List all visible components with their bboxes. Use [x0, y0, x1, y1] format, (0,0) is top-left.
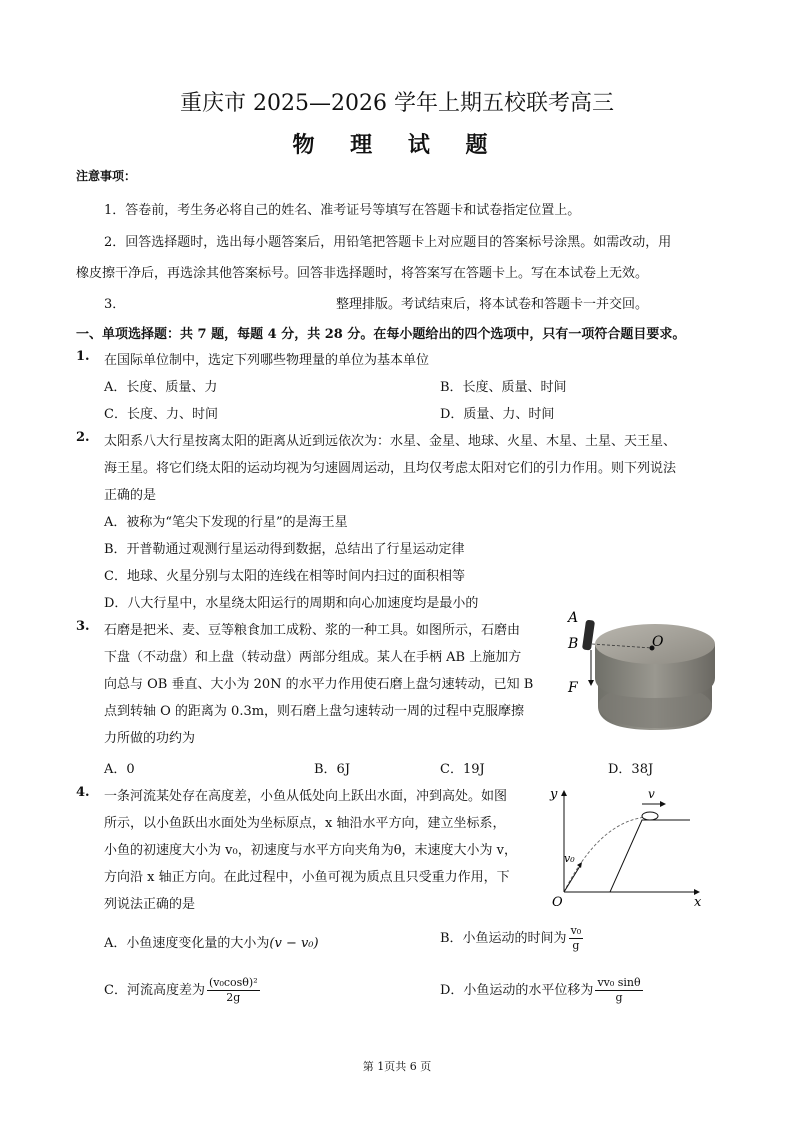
handle-ab [582, 620, 595, 651]
force-f-arrowhead [588, 680, 594, 686]
question-1-option-a: A．长度、质量、力 [104, 380, 218, 395]
question-4-option-a-text: A．小鱼速度变化量的大小为 [104, 936, 270, 951]
fraction-numerator: (v₀cosθ)² [208, 976, 258, 989]
fraction-numerator: v₀ [570, 924, 582, 937]
question-4-option-c [104, 976, 262, 1005]
label-f: F [568, 680, 578, 696]
question-4-option-c-fraction [207, 976, 260, 1005]
question-2-option-d: D．八大行星中，水星绕太阳运行的周期和向心加速度均是最小的 [104, 596, 479, 611]
fish-jump-figure [544, 782, 714, 908]
y-axis-label: y [550, 787, 558, 802]
fraction-denominator: g [615, 991, 623, 1004]
question-4-line3: 小鱼的初速度大小为 v₀，初速度与水平方向夹角为θ，末速度大小为 v， [104, 843, 517, 858]
question-4-option-c-text: C．河流高度差为 [104, 983, 205, 998]
question-2-option-a: A．被称为“笔尖下发现的行星”的是海王星 [104, 515, 348, 530]
question-4-option-d-text: D．小鱼运动的水平位移为 [440, 983, 594, 998]
question-4-option-b-fraction [569, 924, 584, 953]
question-3-option-a: A．0 [104, 762, 135, 777]
fraction-denominator: g [572, 939, 580, 952]
question-3-line1: 石磨是把米、麦、豆等粮食加工成粉、浆的一种工具。如图所示，石磨由 [104, 623, 521, 638]
question-4-number: 4. [76, 785, 90, 800]
label-a: A [568, 610, 579, 626]
section-1-heading: 一、单项选择题：共 7 题，每题 4 分，共 28 分。在每小题给出的四个选项中，只有一项符合题目要求。 [76, 327, 686, 342]
question-4-option-d-fraction [595, 976, 642, 1005]
label-o: O [652, 634, 664, 650]
question-1-option-b: B．长度、质量、时间 [440, 380, 567, 395]
question-1-number: 1. [76, 349, 90, 364]
question-2-line3: 正确的是 [104, 488, 157, 503]
fraction-denominator: 2g [226, 991, 241, 1004]
question-2-number: 2. [76, 430, 90, 445]
question-4-option-a [104, 932, 319, 951]
initial-velocity-label: v₀ [564, 852, 575, 865]
initial-velocity-vector [564, 866, 580, 892]
question-1-stem: 在国际单位制中，选定下列哪些物理量的单位为基本单位 [104, 353, 430, 368]
question-3-line3: 向总与 OB 垂直、大小为 20N 的水平力作用使石磨上盘匀速转动，已知 B [104, 677, 534, 692]
label-b: B [568, 636, 579, 652]
page-title: 重庆市 2025—2026 学年上期五校联考高三 [180, 91, 614, 116]
question-3-line4: 点到转轴 O 的距离为 0.3m，则石磨上盘匀速转动一周的过程中克服摩擦 [104, 704, 525, 719]
question-2-option-c: C．地球、火星分别与太阳的连线在相等时间内扫过的面积相等 [104, 569, 465, 584]
question-3-number: 3. [76, 619, 90, 634]
notes-item-3-number: 3． [104, 297, 126, 312]
question-4-line2: 所示，以小鱼跃出水面处为坐标原点，x 轴沿水平方向，建立坐标系， [104, 816, 506, 831]
fish-icon [642, 812, 658, 820]
y-axis-arrowhead [561, 790, 567, 796]
x-axis-label: x [694, 895, 702, 908]
question-4-option-d [440, 976, 645, 1005]
question-3-option-c: C．19J [440, 762, 485, 777]
notes-item-2-line1: 2．回答选择题时，选出每小题答案后，用铅笔把答题卡上对应题目的答案标号涂黑。如需改动，用 [104, 235, 672, 250]
page-footer: 第 1页共 6 页 [362, 1060, 432, 1073]
notes-heading: 注意事项： [76, 169, 137, 183]
question-3-line2: 下盘（不动盘）和上盘（转动盘）两部分组成。某人在手柄 AB 上施加方 [104, 650, 522, 665]
riverbank-step [610, 820, 690, 892]
question-4-line1: 一条河流某处存在高度差，小鱼从低处向上跃出水面，冲到高处。如图 [104, 789, 508, 804]
final-velocity-label: v [648, 787, 655, 801]
final-velocity-arrowhead [660, 801, 666, 807]
question-4-option-b-text: B．小鱼运动的时间为 [440, 931, 567, 946]
question-2-line2: 海王星。将它们绕太阳的运动均视为匀速圆周运动，且均仅考虑太阳对它们的引力作用。则下列说法 [104, 461, 677, 476]
question-2-option-b: B．开普勒通过观测行星运动得到数据，总结出了行星运动定律 [104, 542, 465, 557]
question-4-option-b [440, 924, 585, 953]
fish-trajectory [564, 817, 646, 892]
notes-item-3-text: 整理排版。考试结束后，将本试卷和答题卡一并交回。 [336, 297, 649, 312]
millstone-figure [560, 606, 740, 736]
origin-label: O [552, 895, 563, 908]
notes-item-2-line2: 橡皮擦干净后，再选涂其他答案标号。回答非选择题时，将答案写在答题卡上。写在本试卷上无效。 [76, 266, 649, 281]
question-2-line1: 太阳系八大行星按离太阳的距离从近到远依次为：水星、金星、地球、火星、木星、土星、天王星、 [104, 434, 677, 449]
question-4-line5: 列说法正确的是 [104, 897, 196, 912]
question-3-option-b: B．6J [314, 762, 351, 777]
notes-item-1: 1．答卷前，考生务必将自己的姓名、准考证号等填写在答题卡和试卷指定位置上。 [104, 203, 581, 218]
question-3-option-d: D．38J [608, 762, 654, 777]
question-4-line4: 方向沿 x 轴正方向。在此过程中，小鱼可视为质点且只受重力作用，下 [104, 870, 510, 885]
page-subtitle: 物 理 试 题 [292, 132, 502, 158]
question-1-option-d: D．质量、力、时间 [440, 407, 555, 422]
question-4-option-a-expression: (v − v₀) [269, 936, 319, 951]
fraction-numerator: vv₀ sinθ [597, 976, 641, 989]
question-3-line5: 力所做的功约为 [104, 731, 196, 746]
question-1-option-c: C．长度、力、时间 [104, 407, 218, 422]
